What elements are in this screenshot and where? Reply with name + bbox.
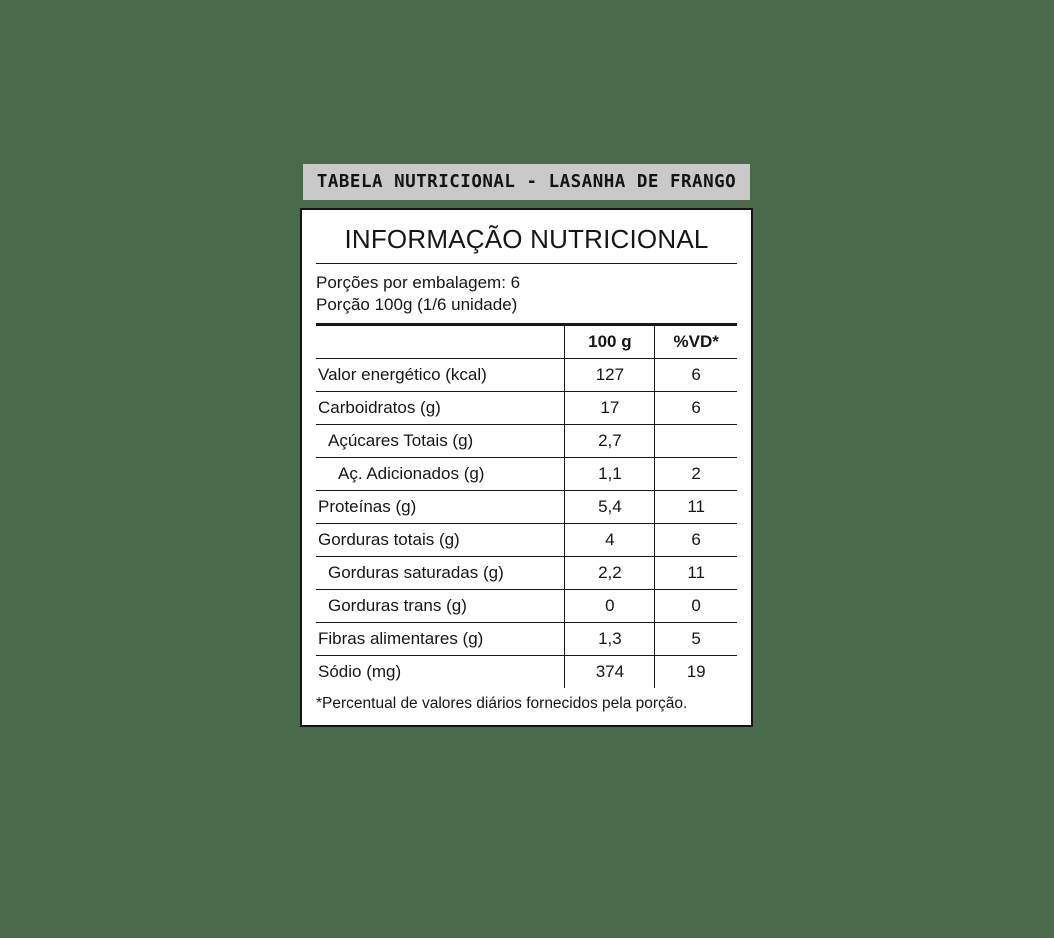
nutrition-table: [316, 326, 737, 688]
table-row: [316, 556, 737, 589]
nutrition-header-ribbon: [303, 164, 750, 200]
table-row: [316, 523, 737, 556]
nutrient-label: Carboidratos (g): [316, 391, 565, 424]
nutrient-amount: 17: [565, 391, 655, 424]
table-row: [316, 391, 737, 424]
nutrient-amount: 374: [565, 655, 655, 688]
nutrient-amount: 127: [565, 358, 655, 391]
nutrient-daily-value: 19: [686, 661, 706, 681]
nutrient-daily-value: 6: [655, 358, 737, 391]
table-row: [316, 589, 737, 622]
nutrient-amount: 5,4: [565, 490, 655, 523]
table-row: [316, 358, 737, 391]
divider-under-title: [316, 263, 737, 264]
nutrient-daily-value: 11: [655, 490, 737, 523]
col-header-nutrient: [316, 326, 565, 359]
nutrient-daily-value: 11: [655, 556, 737, 589]
nutrition-table-head: [316, 326, 737, 359]
serving-info: [316, 270, 737, 323]
nutrient-label: Fibras alimentares (g): [316, 622, 565, 655]
nutrient-label: Sódio (mg): [316, 655, 565, 688]
nutrient-daily-value: 6: [655, 523, 737, 556]
nutrient-amount: 1,1: [565, 457, 655, 490]
serving-size: Porção 100g (1/6 unidade): [316, 295, 518, 315]
nutrition-header-title: TABELA NUTRICIONAL - LASANHA DE FRANGO: [316, 172, 737, 192]
nutrient-label: Aç. Adicionados (g): [316, 457, 565, 490]
table-header-row: [316, 326, 737, 359]
table-row: [316, 622, 737, 655]
col-header-amount: 100 g: [565, 326, 655, 359]
nutrient-amount: 2,2: [565, 556, 655, 589]
table-row: [316, 490, 737, 523]
footnote: *Percentual de valores diários fornecidos pela porção.: [316, 694, 688, 712]
nutrient-label: Gorduras saturadas (g): [316, 556, 565, 589]
table-row: [316, 655, 737, 688]
nutrient-amount: 0: [565, 589, 655, 622]
nutrition-table-body: [316, 358, 737, 688]
nutrient-amount: 1,3: [565, 622, 655, 655]
nutrient-amount: 2,7: [565, 424, 655, 457]
nutrition-facts-panel: [300, 208, 753, 727]
servings-per-package: Porções por embalagem: 6: [316, 273, 521, 292]
nutrient-daily-value: [655, 424, 737, 457]
nutrient-label: Gorduras trans (g): [316, 589, 565, 622]
table-row: [316, 424, 737, 457]
nutrient-daily-value: 2: [655, 457, 737, 490]
nutrient-label: Açúcares Totais (g): [316, 424, 565, 457]
nutrient-label: Gorduras totais (g): [316, 523, 565, 556]
nutrient-label: Proteínas (g): [316, 490, 565, 523]
nutrient-daily-value: 6: [655, 391, 737, 424]
panel-title: INFORMAÇÃO NUTRICIONAL: [344, 224, 709, 254]
col-header-dv: %VD*: [655, 326, 737, 359]
nutrient-daily-value: 5: [655, 622, 737, 655]
nutrient-daily-value: 0: [655, 589, 737, 622]
nutrient-label: Valor energético (kcal): [316, 358, 565, 391]
nutrient-amount: 4: [565, 523, 655, 556]
table-row: [316, 457, 737, 490]
